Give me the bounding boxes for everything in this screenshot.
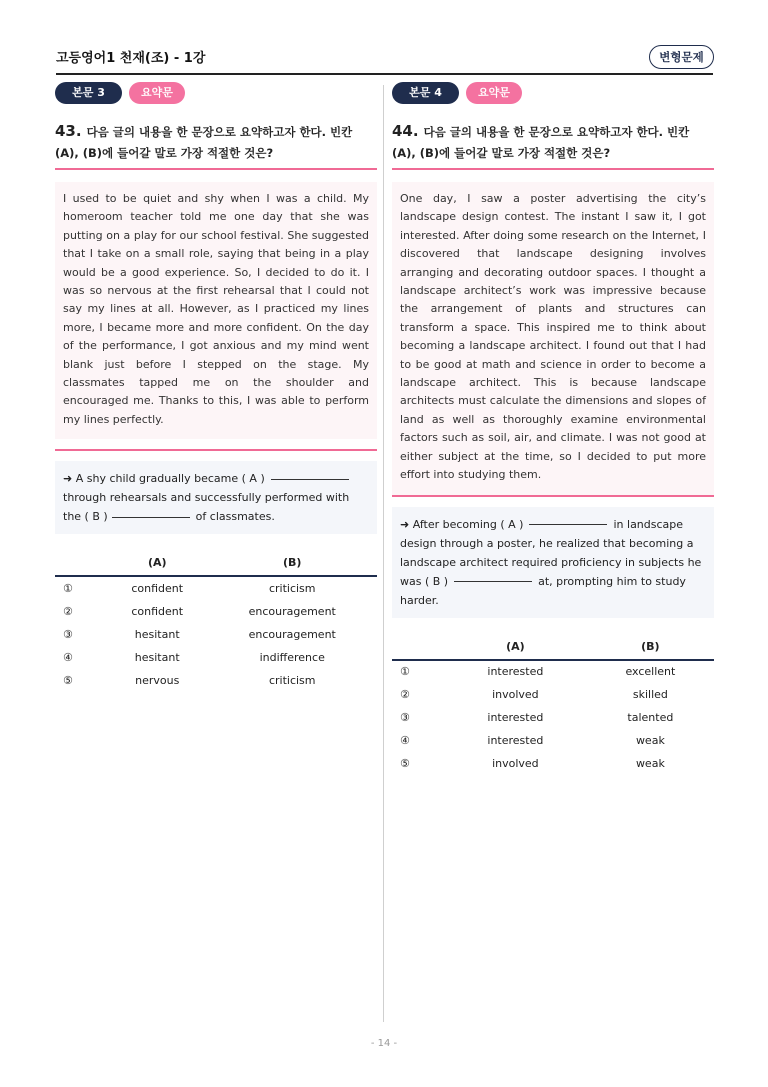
answer-choice-row[interactable] xyxy=(55,623,377,646)
choice-a: hesitant xyxy=(134,650,180,664)
choice-number: ② xyxy=(400,688,410,701)
choice-b: indifference xyxy=(259,650,325,664)
choice-a: involved xyxy=(492,688,539,701)
summary-part-2: through rehearsals and successfully performed with the ( B ) xyxy=(63,491,350,524)
passage-underline xyxy=(392,495,714,497)
question-underline xyxy=(392,168,714,170)
choice-b: encouragement xyxy=(248,627,336,641)
question-type-tag: 요약문 xyxy=(466,82,522,104)
choice-number: ② xyxy=(63,604,73,618)
question-text: 다음 글의 내용을 한 문장으로 요약하고자 한다. 빈칸 (A), (B)에 들어갈 말로 가장 적절한 것은? xyxy=(55,125,353,160)
passage-text: I used to be quiet and shy when I was a child. My homeroom teacher told me one day that she was putting on a play for our school festival. She suggested that I take on a small role, saying that being in a play would be a good experience. So, I decided to do it. I was so nervous at the first rehearsal that I could not say my lines at all. However, as I practiced my lines more, I became more and more confident. On the day of the performance, I got anxious and my mind went blank just before I stepped on the stage. My classmates tapped me on the shoulder and encouraged me. Thanks to this, I was able to perform my lines perfectly. xyxy=(55,182,377,439)
choice-b: skilled xyxy=(632,688,668,701)
choice-a: hesitant xyxy=(134,627,180,641)
choice-number-header xyxy=(55,552,107,576)
question-number: 44. xyxy=(392,122,419,140)
blank-b xyxy=(454,581,532,582)
answer-choice-row[interactable] xyxy=(392,660,714,684)
answer-choice-row[interactable] xyxy=(392,753,714,776)
answer-choices-table xyxy=(55,552,377,692)
question-44-section xyxy=(392,82,714,776)
answer-choice-row[interactable] xyxy=(55,600,377,623)
summary-part-3: at, prompting him to study harder. xyxy=(400,574,686,607)
answer-choice-row[interactable] xyxy=(55,646,377,669)
choice-b: criticism xyxy=(268,581,316,595)
answer-choice-row[interactable] xyxy=(55,576,377,600)
choice-number: ③ xyxy=(400,711,410,724)
answer-choice-row[interactable] xyxy=(392,707,714,730)
document-title: 고등영어1 천재(조) - 1강 xyxy=(56,51,206,66)
choice-a: involved xyxy=(492,757,539,770)
choice-b: excellent xyxy=(625,665,676,678)
choice-a: nervous xyxy=(135,673,180,687)
choice-number: ⑤ xyxy=(400,757,410,770)
choice-b: talented xyxy=(627,711,674,724)
column-b-header: (B) xyxy=(587,636,714,660)
question-prompt xyxy=(392,121,714,164)
column-a-header: (A) xyxy=(444,636,587,660)
choice-a: interested xyxy=(487,665,544,678)
question-number: 43. xyxy=(55,122,82,140)
choice-number: ① xyxy=(63,581,73,595)
summary-part-2: in landscape design through a poster, he realized that becoming a landscape architect required proficiency in subjects he was ( B ) xyxy=(400,517,702,588)
choice-b: weak xyxy=(635,734,665,747)
answer-choice-row[interactable] xyxy=(55,669,377,692)
column-a-header: (A) xyxy=(107,552,207,576)
page-number: - 14 - xyxy=(370,1038,398,1049)
passage-number-tag: 본문 3 xyxy=(55,82,122,104)
passage-number-tag: 본문 4 xyxy=(392,82,459,104)
blank-a xyxy=(271,479,349,480)
question-type-tag: 요약문 xyxy=(129,82,185,104)
choice-a: interested xyxy=(487,734,544,747)
question-text: 다음 글의 내용을 한 문장으로 요약하고자 한다. 빈칸 (A), (B)에 들어갈 말로 가장 적절한 것은? xyxy=(392,125,690,160)
choice-a: confident xyxy=(131,581,184,595)
answer-choice-row[interactable] xyxy=(392,684,714,707)
blank-a xyxy=(529,524,607,525)
choice-b: criticism xyxy=(268,673,316,687)
choice-b: weak xyxy=(635,757,665,770)
question-43-section xyxy=(55,82,377,692)
passage-text: One day, I saw a poster advertising the city’s landscape design contest. The instant I saw it, I got interested. After doing some research on the Internet, I discovered that landscape designing involves arranging and decorating outdoor spaces. I thought a landscape architect’s work was impressive because the arrangement of plants and structures can transform a space. This inspired me to think about becoming a landscape architect. I found out that I had to be good at math and science in order to become a landscape architect. This is because landscape architects must calculate the dimensions and slopes of land as well as thoroughly examine environmental factors such as soil, air, and climate. I was not good at either subject at the time, so I decided to put more effort into studying them. xyxy=(392,182,714,495)
variant-badge: 변형문제 xyxy=(649,45,714,69)
choice-number: ③ xyxy=(63,627,73,641)
answer-choice-row[interactable] xyxy=(392,730,714,753)
blank-b xyxy=(112,517,190,518)
column-b-header: (B) xyxy=(207,552,377,576)
summary-part-3: of classmates. xyxy=(195,510,275,524)
choice-number-header xyxy=(392,636,444,660)
summary-sentence xyxy=(392,507,714,618)
choice-number: ⑤ xyxy=(63,673,73,687)
header-divider xyxy=(56,73,713,75)
choice-number: ④ xyxy=(400,734,410,747)
choice-a: confident xyxy=(131,604,184,618)
summary-sentence xyxy=(55,461,377,534)
answer-choices-table xyxy=(392,636,714,776)
choice-number: ① xyxy=(400,665,410,678)
choice-number: ④ xyxy=(63,650,73,664)
summary-part-1: ➜ A shy child gradually became ( A ) xyxy=(63,472,265,486)
question-prompt xyxy=(55,121,377,164)
summary-part-1: ➜ After becoming ( A ) xyxy=(400,517,524,531)
choice-a: interested xyxy=(487,711,544,724)
passage-underline xyxy=(55,449,377,451)
choice-b: encouragement xyxy=(248,604,336,618)
question-underline xyxy=(55,168,377,170)
column-divider xyxy=(383,85,384,1022)
